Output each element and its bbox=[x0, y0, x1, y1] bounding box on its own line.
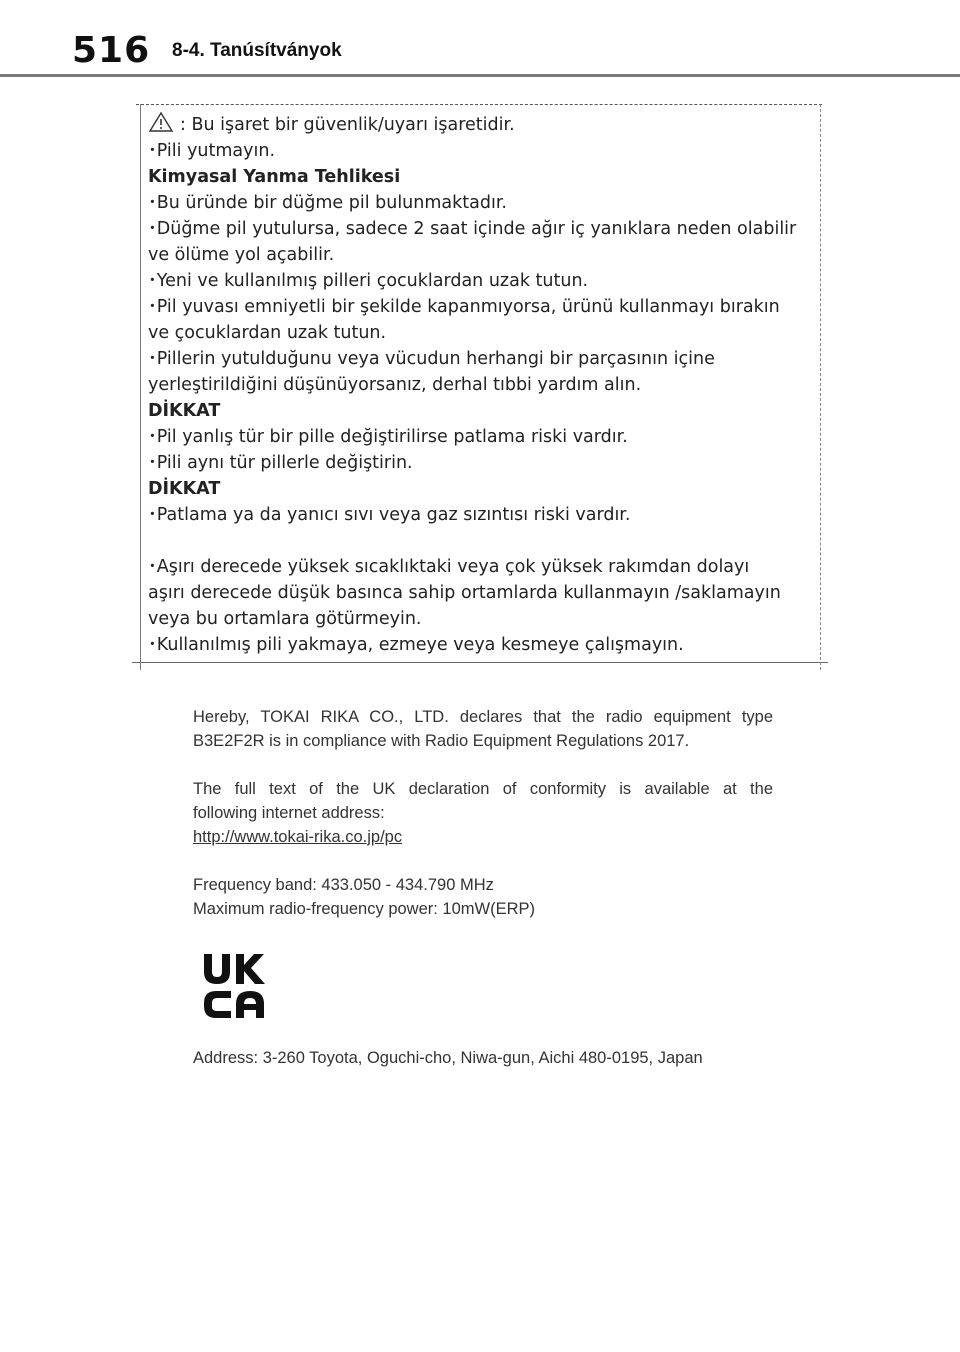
warning-line: ･Düğme pil yutulursa, sadece 2 saat içinde ağır iç yanıklara neden olabilir bbox=[148, 219, 797, 239]
manufacturer-address: Address: 3-260 Toyota, Oguchi-cho, Niwa-gun, Aichi 480-0195, Japan bbox=[193, 1049, 703, 1067]
ukca-mark-logo bbox=[200, 950, 270, 1020]
frame-left-line bbox=[140, 104, 141, 670]
frame-top-line bbox=[136, 104, 822, 105]
warning-line: ･Yeni ve kullanılmış pilleri çocuklardan uzak tutun. bbox=[148, 271, 589, 291]
page-number: 516 bbox=[72, 30, 151, 71]
warning-line: aşırı derecede düşük basınca sahip ortamlarda kullanmayın /saklamayın bbox=[148, 583, 781, 603]
declaration-line: The full text of the UK declaration of conformity is available at the bbox=[193, 780, 773, 798]
warning-heading: DİKKAT bbox=[148, 479, 221, 499]
warning-line: ve ölüme yol açabilir. bbox=[148, 245, 335, 265]
warning-line: ･Patlama ya da yanıcı sıvı veya gaz sızıntısı riski vardır. bbox=[148, 505, 631, 525]
frame-bottom-line bbox=[132, 662, 828, 663]
warning-line: ･Pillerin yutulduğunu veya vücudun herhangi bir parçasının içine bbox=[148, 349, 715, 369]
declaration-line: B3E2F2R is in compliance with Radio Equipment Regulations 2017. bbox=[193, 732, 690, 750]
blank-line bbox=[148, 528, 808, 554]
max-power: Maximum radio-frequency power: 10mW(ERP) bbox=[193, 900, 536, 918]
header-divider bbox=[0, 74, 960, 77]
warning-line: : Bu işaret bir güvenlik/uyarı işaretidir. bbox=[148, 111, 808, 138]
warning-line: ･Pili yutmayın. bbox=[148, 141, 276, 161]
warning-line: ･Bu üründe bir düğme pil bulunmaktadır. bbox=[148, 193, 507, 213]
warning-line: ･Pil yanlış tür bir pille değiştirilirse patlama riski vardır. bbox=[148, 427, 628, 447]
warning-line: veya bu ortamlara götürmeyin. bbox=[148, 609, 422, 629]
frequency-band: Frequency band: 433.050 - 434.790 MHz bbox=[193, 876, 494, 894]
declaration-block bbox=[193, 705, 773, 921]
warning-triangle-icon bbox=[148, 111, 174, 133]
warning-line: ･Aşırı derecede yüksek sıcaklıktaki veya çok yüksek rakımdan dolayı bbox=[148, 557, 750, 577]
warning-line: ･Pil yuvası emniyetli bir şekilde kapanmıyorsa, ürünü kullanmayı bırakın bbox=[148, 297, 780, 317]
warning-line: ･Kullanılmış pili yakmaya, ezmeye veya kesmeye çalışmayın. bbox=[148, 635, 684, 655]
section-title: 8-4. Tanúsítványok bbox=[172, 40, 342, 61]
warning-line: ･Pili aynı tür pillerle değiştirin. bbox=[148, 453, 413, 473]
declaration-line: Hereby, TOKAI RIKA CO., LTD. declares that the radio equipment type bbox=[193, 708, 773, 726]
declaration-url-link[interactable]: http://www.tokai-rika.co.jp/pc bbox=[193, 828, 403, 846]
warning-text-block bbox=[148, 111, 808, 658]
warning-heading: DİKKAT bbox=[148, 401, 221, 421]
frame-right-line bbox=[820, 104, 821, 670]
warning-line: ve çocuklardan uzak tutun. bbox=[148, 323, 387, 343]
warning-heading: Kimyasal Yanma Tehlikesi bbox=[148, 167, 401, 187]
declaration-line: following internet address: bbox=[193, 804, 385, 822]
page-header bbox=[0, 0, 960, 80]
warning-line: yerleştirildiğini düşünüyorsanız, derhal tıbbi yardım alın. bbox=[148, 375, 642, 395]
